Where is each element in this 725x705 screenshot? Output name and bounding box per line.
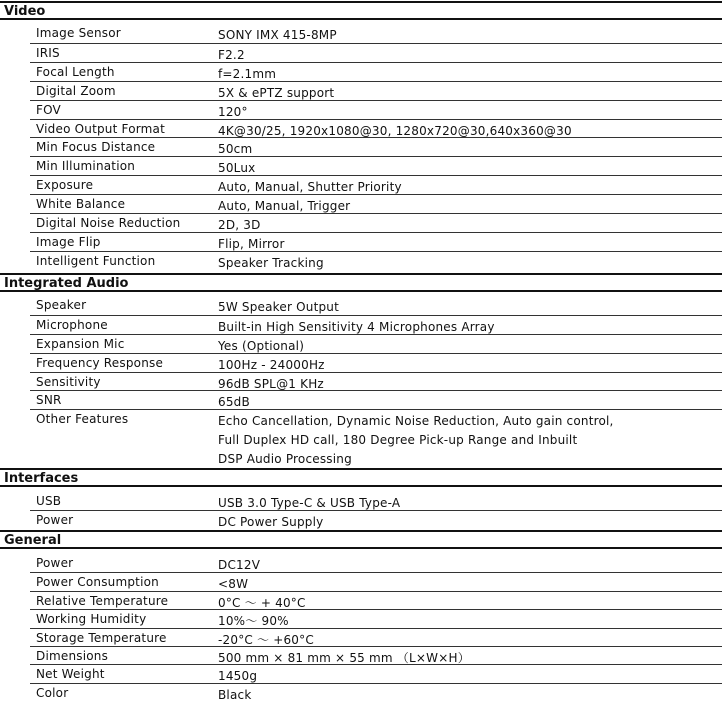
spec-value: Auto, Manual, Shutter Priority [218, 180, 402, 194]
spec-row [30, 156, 722, 176]
spec-value: 5W Speaker Output [218, 300, 340, 314]
spec-label: Other Features [36, 412, 129, 426]
spec-label: Focal Length [36, 65, 115, 79]
spec-row [30, 175, 722, 195]
spec-row [30, 315, 722, 335]
spec-value: -20°C ～ +60°C [218, 633, 314, 647]
spec-value: SONY IMX 415-8MP [218, 28, 337, 42]
spec-value: Black [218, 688, 252, 702]
spec-value: 10%～ 90% [218, 614, 289, 628]
spec-value: 4K@30/25, 1920x1080@30, 1280x720@30,640x360@30 [218, 124, 572, 138]
spec-label: Storage Temperature [36, 631, 167, 645]
spec-value: DC12V [218, 558, 261, 572]
spec-row [30, 646, 722, 665]
spec-value: 96dB SPL@1 KHz [218, 377, 324, 391]
spec-value: <8W [218, 577, 249, 591]
spec-label: Min Illumination [36, 159, 136, 173]
spec-row [30, 24, 722, 43]
spec-row [30, 390, 722, 410]
spec-value: 100Hz - 24000Hz [218, 358, 325, 372]
spec-label: Image Sensor [36, 26, 121, 40]
spec-label: Power [36, 513, 74, 527]
spec-row [30, 510, 722, 529]
spec-value: Auto, Manual, Trigger [218, 199, 351, 213]
spec-row [30, 372, 722, 392]
spec-row [30, 334, 722, 354]
spec-row [30, 81, 722, 101]
spec-value: 65dB [218, 395, 250, 409]
spec-row [30, 62, 722, 82]
spec-value: F2.2 [218, 48, 245, 62]
spec-label: Frequency Response [36, 356, 164, 370]
spec-value: 50cm [218, 142, 253, 156]
spec-label: Min Focus Distance [36, 140, 156, 154]
spec-label: Relative Temperature [36, 594, 169, 608]
spec-label: Digital Noise Reduction [36, 216, 181, 230]
spec-label: Exposure [36, 178, 94, 192]
spec-row [30, 591, 722, 610]
spec-row [30, 119, 722, 139]
spec-value: 5X & ePTZ support [218, 86, 335, 100]
spec-label: White Balance [36, 197, 126, 211]
spec-label: Image Flip [36, 235, 101, 249]
spec-row [30, 100, 722, 120]
spec-label: SNR [36, 393, 62, 407]
spec-row [30, 409, 722, 468]
spec-label: Video Output Format [36, 122, 166, 136]
spec-row [30, 554, 722, 572]
spec-value: 2D, 3D [218, 218, 261, 232]
spec-value: 50Lux [218, 161, 256, 175]
spec-row [30, 213, 722, 233]
spec-value: Speaker Tracking [218, 256, 324, 270]
spec-value: 120° [218, 105, 248, 119]
spec-value: f=2.1mm [218, 67, 277, 81]
spec-label: Net Weight [36, 667, 105, 681]
spec-row [30, 251, 722, 271]
spec-row [30, 194, 722, 214]
spec-value: Flip, Mirror [218, 237, 285, 251]
spec-label: IRIS [36, 46, 60, 60]
spec-label: Microphone [36, 318, 108, 332]
spec-value: 1450g [218, 669, 258, 683]
spec-value: 500 mm × 81 mm × 55 mm （L×W×H） [218, 651, 470, 665]
spec-label: Dimensions [36, 649, 109, 663]
spec-row [30, 492, 722, 510]
spec-label: Working Humidity [36, 612, 147, 626]
spec-label: Expansion Mic [36, 337, 125, 351]
spec-row [30, 609, 722, 628]
spec-row [30, 664, 722, 683]
spec-row [30, 232, 722, 252]
spec-label: Digital Zoom [36, 84, 116, 98]
spec-label: Power Consumption [36, 575, 159, 589]
spec-label: USB [36, 494, 62, 508]
spec-label: Color [36, 686, 69, 700]
spec-label: Sensitivity [36, 375, 101, 389]
spec-row [30, 137, 722, 157]
spec-label: Speaker [36, 298, 87, 312]
spec-value: Echo Cancellation, Dynamic Noise Reduction, Auto gain control, Full Duplex HD call, 180 Degree Pick-up Range and Inbuilt DSP Audio Processing [218, 414, 614, 466]
spec-row [30, 683, 722, 702]
spec-label: Intelligent Function [36, 254, 156, 268]
section-header: Interfaces [0, 468, 722, 487]
section-header: Integrated Audio [0, 273, 722, 292]
spec-row [30, 572, 722, 591]
spec-row [30, 353, 722, 373]
spec-value: USB 3.0 Type-C & USB Type-A [218, 496, 401, 510]
section-header: General [0, 530, 722, 549]
spec-value: Built-in High Sensitivity 4 Microphones Array [218, 320, 495, 334]
spec-row [30, 296, 722, 315]
spec-value: DC Power Supply [218, 515, 324, 529]
spec-value: 0°C ～ + 40°C [218, 596, 306, 610]
spec-row [30, 628, 722, 647]
spec-label: Power [36, 556, 74, 570]
spec-value: Yes (Optional) [218, 339, 305, 353]
spec-label: FOV [36, 103, 61, 117]
section-header: Video [0, 1, 722, 20]
spec-row [30, 43, 722, 63]
